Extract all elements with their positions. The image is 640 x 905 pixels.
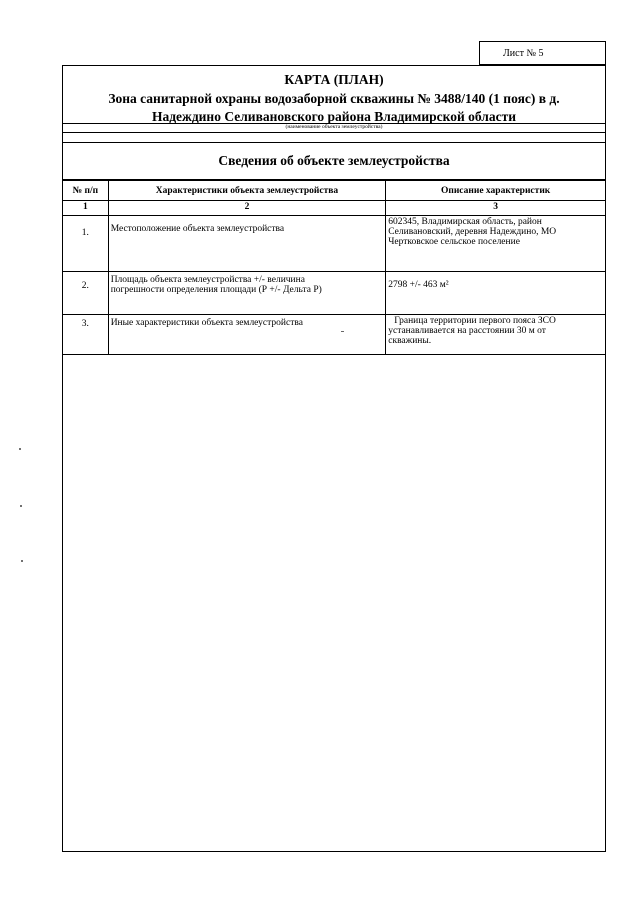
row-characteristic: [108, 272, 386, 315]
table-row: [63, 216, 606, 272]
sheet-number-label: [479, 41, 606, 65]
column-header-characteristic: Характеристики объекта землеустройства: [108, 181, 386, 201]
description-line: 602345, Владимирская область, район: [388, 217, 542, 227]
row-description: [386, 315, 606, 355]
object-name-caption: (наименование объекта землеустройства): [285, 124, 383, 130]
title-block: [62, 65, 606, 129]
column-number-1: 1: [63, 201, 109, 216]
description-line: Селивановский, деревня Надеждино, МО: [388, 227, 557, 237]
description-line: скважины.: [388, 336, 432, 346]
characteristic-line: Площадь объекта землеустройства +/- величина: [110, 275, 305, 285]
row-characteristic: Местоположение объекта землеустройства: [108, 216, 386, 272]
column-header-description: Описание характеристик: [386, 181, 606, 201]
sheet-number-text: Лист № 5: [503, 47, 544, 59]
description-line: Чертковское сельское поселение: [388, 237, 520, 247]
description-line: Граница территории первого пояса ЗСО: [394, 316, 556, 326]
row-characteristic: Иные характеристики объекта землеустройства: [108, 315, 386, 355]
column-number-3: 3: [386, 201, 606, 216]
scan-speck: [21, 560, 23, 562]
title-underline: [62, 123, 606, 133]
document-title: КАРТА (ПЛАН): [284, 72, 384, 87]
row-number: 1.: [63, 216, 109, 272]
row-description: 2798 +/- 463 м²: [386, 272, 606, 315]
column-number-row: [63, 201, 606, 216]
object-info-table: [62, 180, 606, 355]
table-header-row: [63, 181, 606, 201]
row-number: 2.: [63, 272, 109, 315]
scan-speck: [20, 505, 22, 507]
scan-speck: [341, 331, 344, 332]
scan-speck: [19, 448, 21, 450]
row-description: [386, 216, 606, 272]
description-line: устанавливается на расстоянии 30 м от: [388, 326, 546, 336]
document-subtitle-line2: Надеждино Селивановского района Владимирской области: [151, 109, 517, 124]
document-subtitle-line1: Зона санитарной охраны водозаборной скважины № 3488/140 (1 пояс) в д.: [108, 91, 560, 106]
characteristic-line: погрешности определения площади (Р +/- Дельта Р): [110, 285, 322, 295]
column-number-2: 2: [108, 201, 386, 216]
section-header: [62, 142, 606, 180]
column-header-number: № п/п: [63, 181, 109, 201]
table-row: [63, 272, 606, 315]
row-number: 3.: [63, 315, 109, 355]
section-title: Сведения об объекте землеустройства: [218, 153, 450, 168]
table-row: [63, 315, 606, 355]
